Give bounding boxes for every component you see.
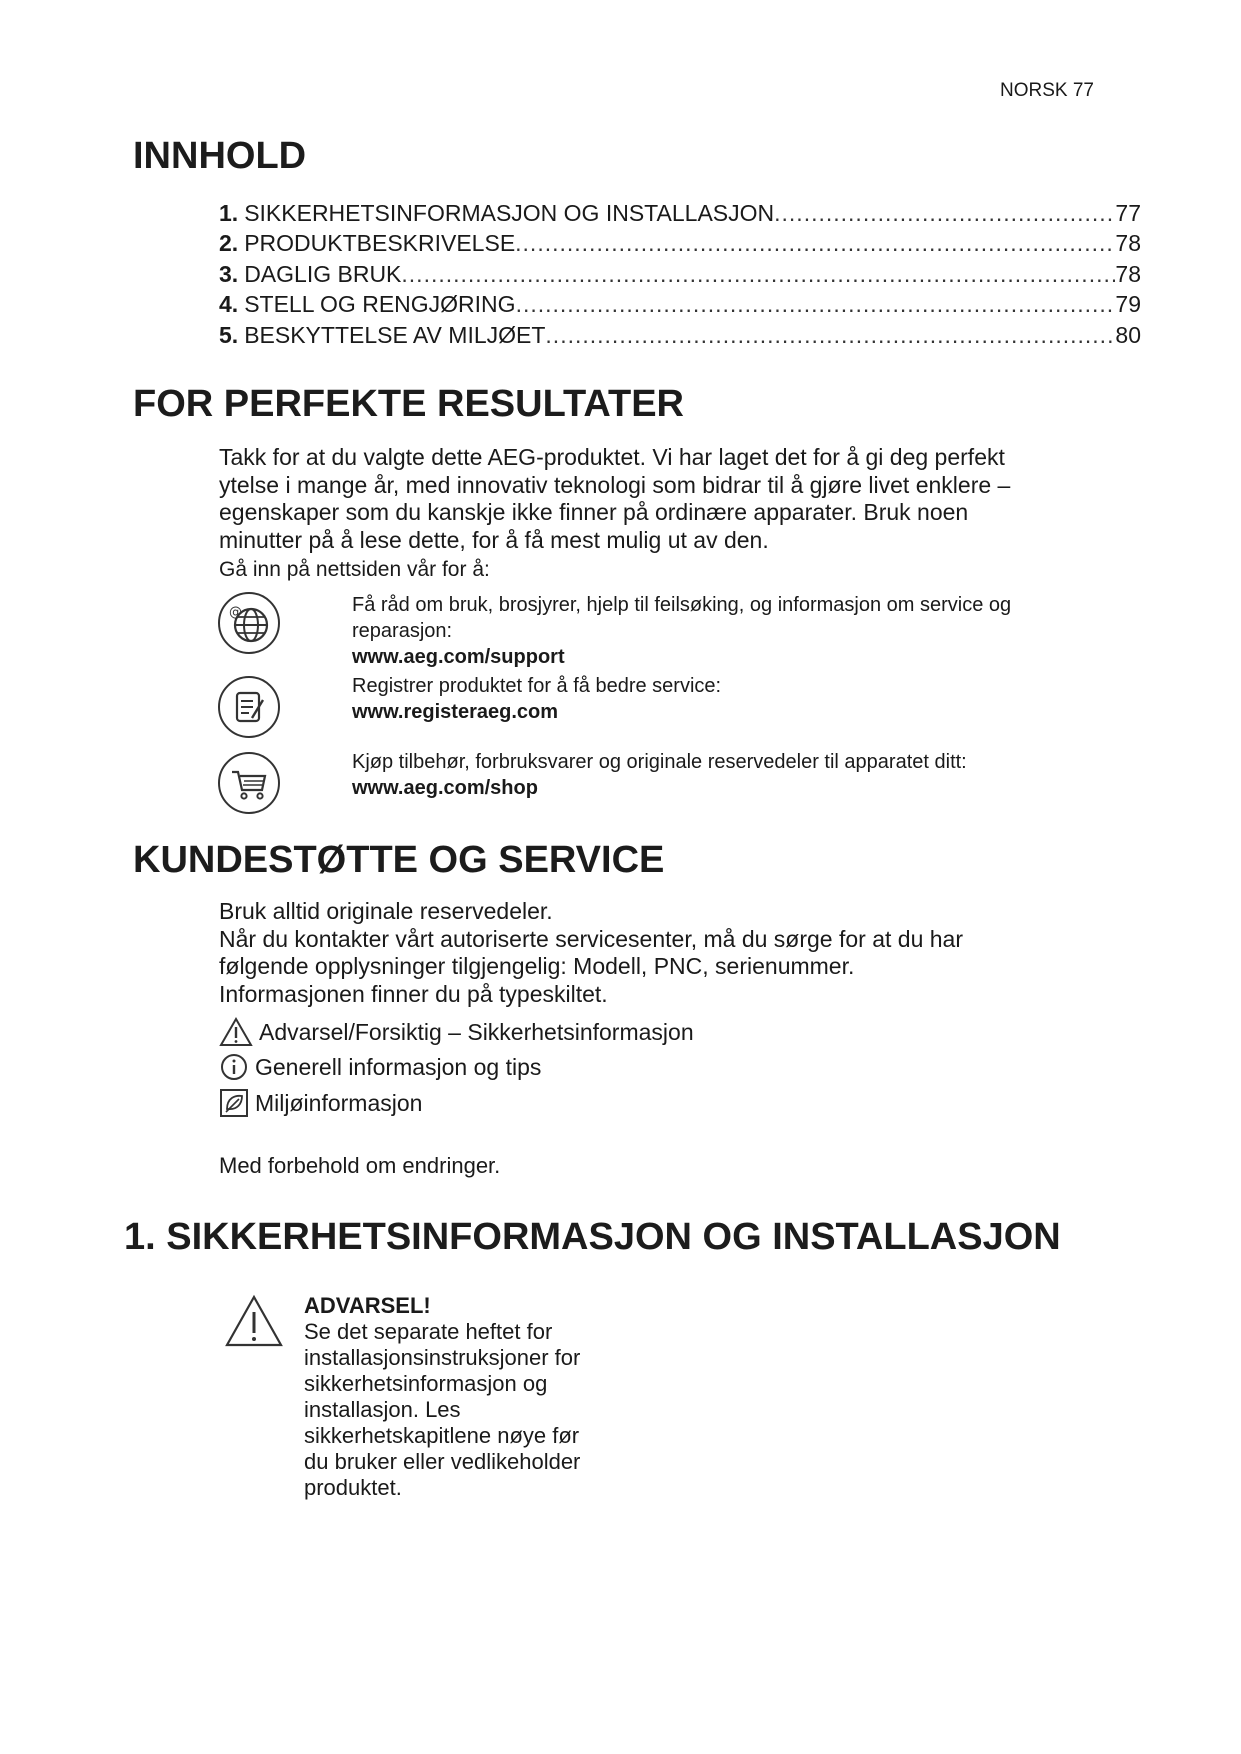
toc-item-title: SIKKERHETSINFORMASJON OG INSTALLASJON [244,200,775,226]
toc-item[interactable] [219,228,1141,258]
legend-warning [219,1017,694,1047]
toc-item-number: 1. [219,200,239,226]
resource-register-text: Registrer produktet for å få bedre service: [352,675,722,697]
service-line: Når du kontakter vårt autoriserte servicesenter, må du sørge for at du har [219,925,964,952]
toc-leader-dots [774,198,1115,228]
safety-heading: 1. SIKKERHETSINFORMASJON OG INSTALLASJON [124,1216,1061,1258]
toc-item[interactable] [219,198,1141,228]
changes-note: Med forbehold om endringer. [219,1153,501,1178]
resource-register [352,673,1112,725]
service-line: Informasjonen finner du på typeskiltet. [219,980,608,1007]
support-link[interactable]: www.aeg.com/support [352,646,565,668]
warning-line: installasjon. Les [304,1397,461,1422]
customer-service-paragraph [219,898,1099,1008]
resource-support-text: Få råd om bruk, brosjyrer, hjelp til feilsøking, og informasjon om service og reparasjon: [352,594,1012,642]
toc-leader-dots [401,259,1115,289]
intro-line: Takk for at du valgte dette AEG-produktet. Vi har laget det for å gi deg perfekt [219,444,1005,470]
table-of-contents [219,198,1141,350]
resource-support [352,592,1112,670]
svg-text:@: @ [229,605,242,620]
toc-item-title: STELL OG RENGJØRING [244,291,516,318]
warning-line: installasjonsinstruksjoner for [304,1345,581,1370]
intro-line: minutter på å lese dette, for å få mest mulig ut av den. [219,526,769,553]
register-link[interactable]: www.registeraeg.com [352,701,558,723]
toc-item-number: 5. [219,321,239,348]
toc-item[interactable] [219,320,1141,350]
info-icon [219,1052,249,1082]
warning-title: ADVARSEL! [304,1293,431,1318]
environment-icon [219,1088,249,1118]
warning-line: sikkerhetsinformasjon og [304,1371,548,1396]
service-line: Bruk alltid originale reservedeler. [219,898,553,924]
toc-item-page: 77 [1115,200,1141,226]
cart-icon [218,752,280,814]
customer-service-heading: KUNDESTØTTE OG SERVICE [133,839,665,881]
service-line: følgende opplysninger tilgjengelig: Modell, PNC, serienummer. [219,953,855,979]
toc-item-page: 78 [1115,260,1141,287]
website-prompt: Gå inn på nettsiden vår for å: [219,558,490,581]
toc-item-number: 2. [219,230,239,257]
toc-item[interactable] [219,289,1141,319]
toc-item-page: 79 [1115,291,1141,318]
legend-warning-text: Advarsel/Forsiktig – Sikkerhetsinformasjon [259,1018,694,1045]
resource-shop-text: Kjøp tilbehør, forbruksvarer og originale reservedeler til apparatet ditt: [352,751,967,773]
register-icon [218,676,280,738]
toc-leader-dots [545,320,1115,350]
toc-item-number: 3. [219,260,239,287]
legend-info-text: Generell informasjon og tips [255,1053,542,1080]
page-number-label: NORSK 77 [1000,80,1094,101]
legend-info [219,1052,541,1082]
warning-line: sikkerhetskapitlene nøye før [304,1423,580,1448]
toc-item-title: DAGLIG BRUK [244,260,402,287]
warning-box [304,1293,624,1501]
toc-item-page: 78 [1115,230,1141,257]
toc-leader-dots [515,228,1115,258]
resource-shop [352,749,1112,801]
toc-item-title: BESKYTTELSE AV MILJØET [244,321,546,348]
warning-icon [224,1294,284,1348]
intro-line: ytelse i mange år, med innovativ teknologi som bidrar til å gjøre livet enklere – [219,471,1011,498]
intro-paragraph [219,444,1099,554]
perfect-results-heading: FOR PERFEKTE RESULTATER [133,383,684,425]
warning-line: du bruker eller vedlikeholder [304,1449,581,1474]
legend-environment [219,1088,422,1118]
toc-item-page: 80 [1115,321,1141,348]
contents-heading: INNHOLD [133,135,307,177]
toc-item[interactable] [219,259,1141,289]
toc-item-number: 4. [219,291,239,318]
warning-line: produktet. [304,1475,402,1500]
toc-leader-dots [516,289,1116,319]
intro-line: egenskaper som du kanskje ikke finner på ordinære apparater. Bruk noen [219,499,969,525]
shop-link[interactable]: www.aeg.com/shop [352,777,538,799]
warning-icon [219,1017,253,1047]
toc-item-title: PRODUKTBESKRIVELSE [244,230,516,257]
warning-line: Se det separate heftet for [304,1319,553,1344]
legend-environment-text: Miljøinformasjon [255,1089,423,1116]
globe-icon [218,592,280,654]
